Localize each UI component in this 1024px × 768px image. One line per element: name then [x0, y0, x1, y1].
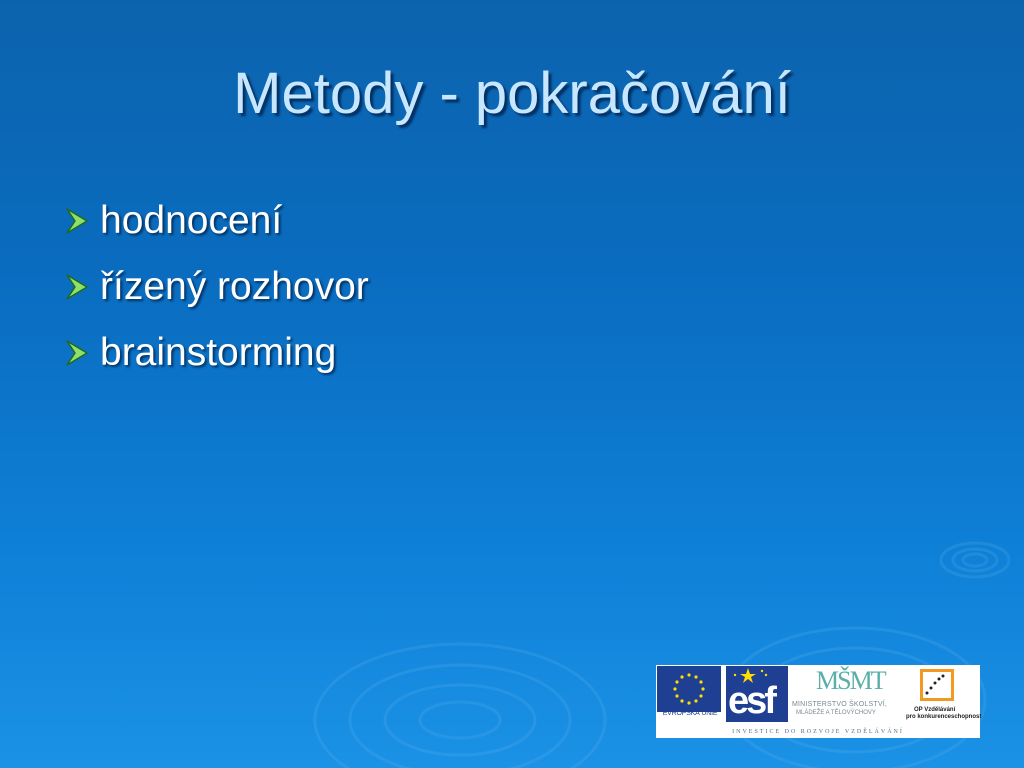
- bullet-text: brainstorming: [100, 331, 337, 374]
- eu-label: EVROPSKÁ UNIE: [662, 710, 718, 717]
- arrow-right-bullet-icon: [64, 206, 92, 236]
- slide-title: Metody - pokračování: [233, 61, 791, 126]
- bullet-list: [64, 188, 369, 386]
- arrow-right-bullet-icon: [64, 272, 92, 302]
- msmt-line2: MLÁDEŽE A TĚLOVÝCHOVY: [796, 710, 876, 716]
- bullet-text: hodnocení: [100, 199, 283, 242]
- eu-flag-icon: [657, 666, 721, 712]
- arrow-right-bullet-icon: [64, 338, 92, 368]
- bullet-item: [64, 188, 369, 254]
- op-line1: OP Vzdělávání: [914, 707, 956, 713]
- funding-logos-strip: [656, 665, 980, 738]
- funding-tagline: INVESTICE DO ROZVOJE VZDĚLÁVÁNÍ: [732, 729, 904, 735]
- esf-text: esf: [728, 680, 774, 722]
- msmt-logo: MŠMT: [816, 666, 885, 695]
- esf-logo: [726, 666, 788, 722]
- bullet-item: [64, 254, 369, 320]
- msmt-line1: MINISTERSTVO ŠKOLSTVÍ,: [792, 701, 888, 708]
- bullet-text: řízený rozhovor: [100, 265, 369, 308]
- op-dots-icon: [923, 672, 951, 698]
- op-line2: pro konkurenceschopnost: [906, 714, 982, 720]
- eu-stars-icon: [657, 666, 721, 712]
- op-logo-icon: [920, 669, 954, 701]
- bullet-item: [64, 320, 369, 386]
